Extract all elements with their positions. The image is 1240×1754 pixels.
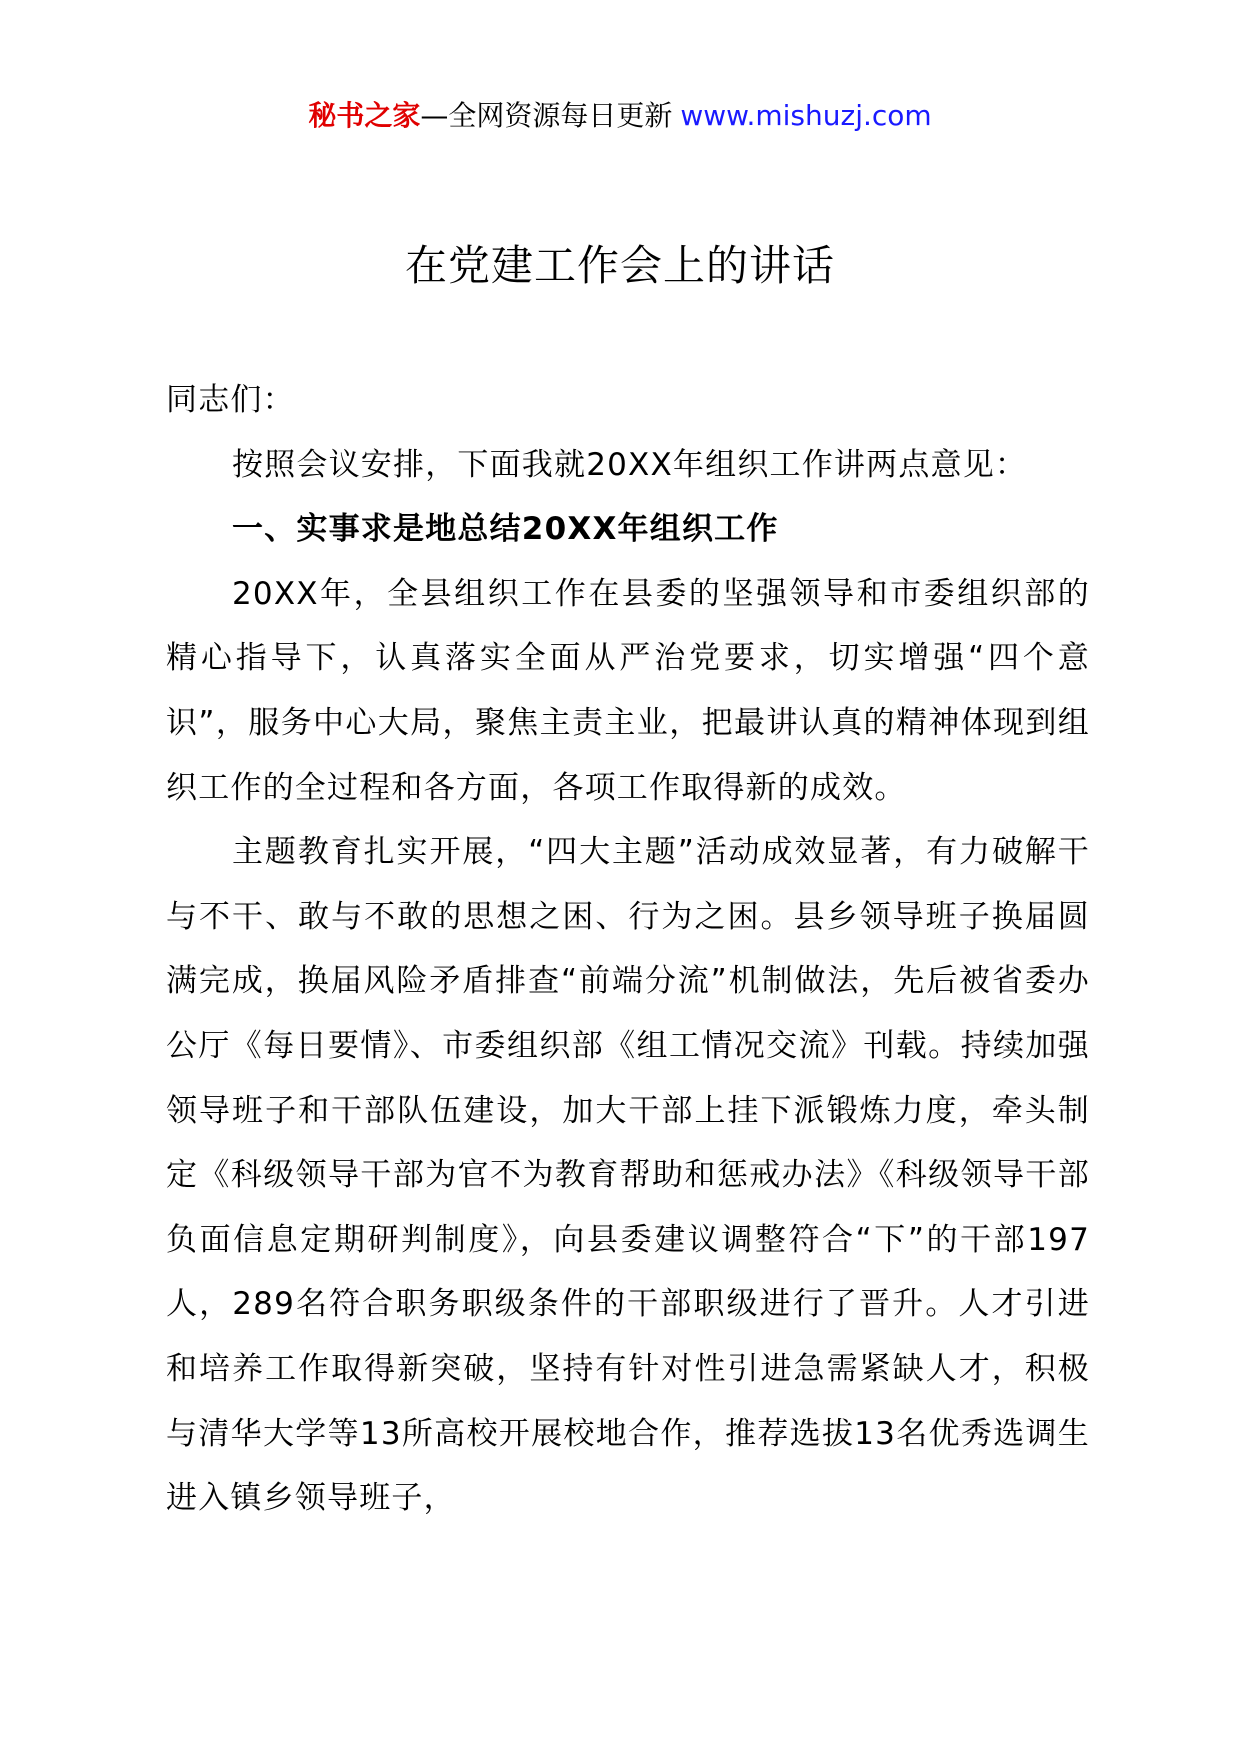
intro-paragraph: 按照会议安排，下面我就20XX年组织工作讲两点意见： xyxy=(232,446,1028,483)
body-paragraph: 主题教育扎实开展，“四大主题”活动成效显著，有力破解干与不干、敢与不敢的思想之困、行为之困。县乡领导班子换届圆满完成，换届风险矛盾排查“前端分流”机制做法，先后被省委办公厅《每日要情》、市委组织部《组工情况交流》刊载。持续加强领导班子和干部队伍建设，加大干部上挂下派锻炼力度，牵头制定《科级领导干部为官不为教育帮助和惩戒办法》《科级领导干部负面信息定期研判制度》，向县委建议调整符合“下”的干部197人，289名符合职务职级条件的干部职级进行了晋升。人才引进和培养工作取得新突破，坚持有针对性引进急需紧缺人才，积极与清华大学等13所高校开展校地合作，推荐选拔13名优秀选调生进入镇乡领导班子， xyxy=(166,834,1090,1517)
salutation: 同志们： xyxy=(166,382,295,418)
banner-tagline: —全网资源每日更新 xyxy=(420,99,673,132)
brand-name: 秘书之家 xyxy=(308,99,421,132)
section-heading: 一、实事求是地总结20XX年组织工作 xyxy=(232,511,779,548)
body-paragraph: 20XX年，全县组织工作在县委的坚强领导和市委组织部的精心指导下，认真落实全面从严治党要求，切实增强“四个意识”，服务中心大局，聚焦主责主业，把最讲认真的精神体现到组织工作的全过程和各方面，各项工作取得新的成效。 xyxy=(166,575,1090,806)
document-title: 在党建工作会上的讲话 xyxy=(404,241,835,290)
site-banner xyxy=(0,96,1240,136)
document-body xyxy=(166,368,1090,1531)
site-url-link[interactable]: www.mishuzj.com xyxy=(680,99,932,132)
